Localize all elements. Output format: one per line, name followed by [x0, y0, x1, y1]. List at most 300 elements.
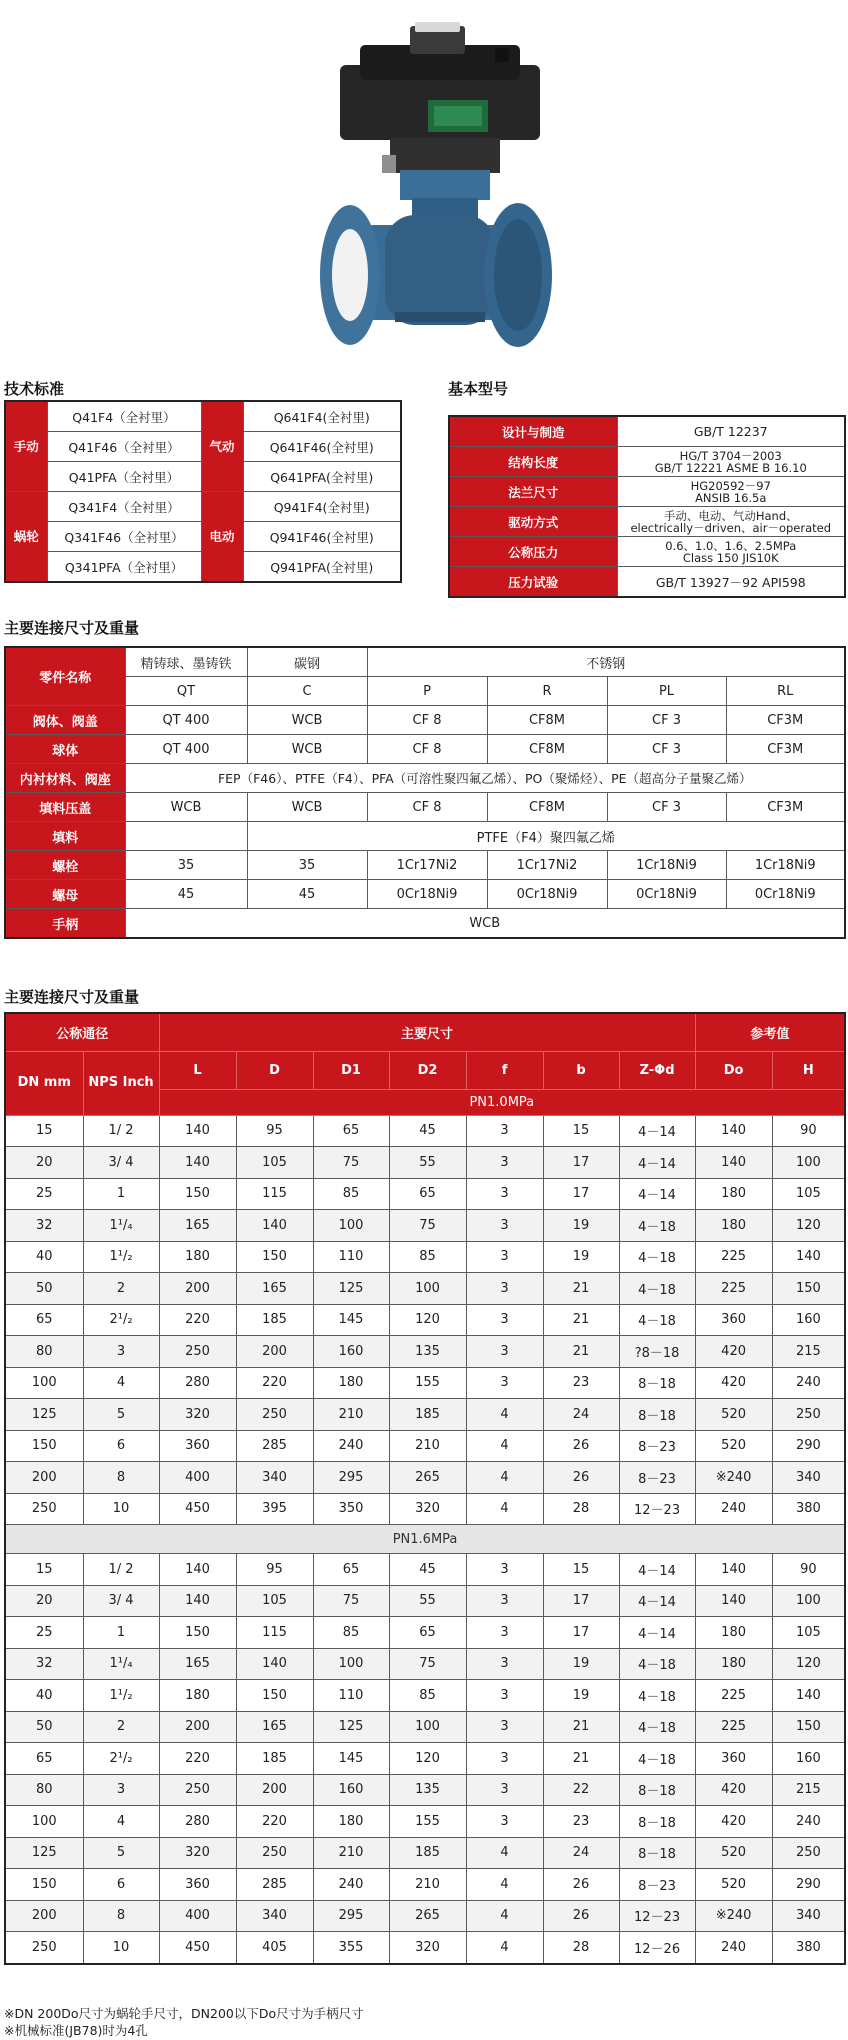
table-cell: 3	[466, 1273, 543, 1305]
table-cell: 12－23	[619, 1493, 695, 1525]
part-label: 填料	[5, 822, 125, 851]
table-cell: 23	[543, 1806, 619, 1838]
table-cell: 220	[159, 1304, 236, 1336]
material-cell: CF 8	[367, 706, 487, 735]
table-cell: 420	[695, 1336, 772, 1368]
table-cell: 150	[236, 1680, 313, 1712]
table-cell: 450	[159, 1932, 236, 1964]
table-cell: 145	[313, 1304, 389, 1336]
table-cell: 3	[466, 1617, 543, 1649]
table-row	[5, 1178, 845, 1210]
table-cell: 160	[772, 1304, 845, 1336]
table-row	[5, 1554, 845, 1586]
table-cell: 210	[313, 1399, 389, 1431]
table-row	[5, 1115, 845, 1147]
table-cell: 3/ 4	[83, 1147, 159, 1179]
table-cell: 200	[5, 1462, 83, 1494]
material-cell: 45	[247, 880, 367, 909]
table-row	[5, 1932, 845, 1964]
model-cell: Q341PFA（全衬里）	[47, 552, 201, 583]
table-cell: 185	[236, 1743, 313, 1775]
table-cell: 21	[543, 1336, 619, 1368]
table-cell: 80	[5, 1336, 83, 1368]
table-cell: 15	[543, 1115, 619, 1147]
model-cell: Q941F4(全衬里)	[243, 492, 401, 522]
table-cell: 150	[772, 1273, 845, 1305]
table-cell: 165	[159, 1210, 236, 1242]
table-cell: 32	[5, 1648, 83, 1680]
table-cell: 4	[466, 1869, 543, 1901]
table-cell: 4－18	[619, 1241, 695, 1273]
table-cell: 4	[83, 1806, 159, 1838]
table-cell: 240	[772, 1367, 845, 1399]
group-header: 不锈钢	[367, 647, 845, 677]
table-cell: 140	[236, 1210, 313, 1242]
table-cell: 140	[772, 1680, 845, 1712]
table-cell: 225	[695, 1711, 772, 1743]
table-cell: 405	[236, 1932, 313, 1964]
table-cell: 75	[313, 1147, 389, 1179]
table-cell: 225	[695, 1241, 772, 1273]
table-cell: 3	[466, 1210, 543, 1242]
table-cell: 340	[236, 1462, 313, 1494]
group-header: 碳钢	[247, 647, 367, 677]
table-cell: 100	[772, 1147, 845, 1179]
table-cell: 85	[313, 1617, 389, 1649]
table-cell: 4－14	[619, 1617, 695, 1649]
table-cell: 4－18	[619, 1648, 695, 1680]
table-row	[5, 1367, 845, 1399]
col-h: H	[772, 1051, 845, 1089]
table-cell: 150	[5, 1430, 83, 1462]
table-cell: 75	[313, 1585, 389, 1617]
material-cell: 1Cr17Ni2	[367, 851, 487, 880]
table-cell: 100	[389, 1273, 466, 1305]
material-cell-empty	[125, 822, 247, 851]
table-cell: 4－18	[619, 1210, 695, 1242]
table-cell: 65	[5, 1304, 83, 1336]
table-cell: 420	[695, 1806, 772, 1838]
table-cell: 26	[543, 1462, 619, 1494]
col-d: D	[236, 1051, 313, 1089]
table-cell: 4	[466, 1430, 543, 1462]
table-cell: 2¹/₂	[83, 1743, 159, 1775]
table-cell: 240	[695, 1493, 772, 1525]
table-cell: 265	[389, 1900, 466, 1932]
table-cell: 140	[159, 1585, 236, 1617]
table-row	[5, 1806, 845, 1838]
table-cell: 21	[543, 1273, 619, 1305]
table-cell: 340	[236, 1900, 313, 1932]
table-row	[5, 1273, 845, 1305]
table-cell: 180	[159, 1241, 236, 1273]
table-cell: 100	[389, 1711, 466, 1743]
table-cell: 2	[83, 1711, 159, 1743]
spec-label: 设计与制造	[449, 416, 617, 447]
table-cell: 180	[313, 1806, 389, 1838]
table-cell: 12－26	[619, 1932, 695, 1964]
table-cell: 380	[772, 1932, 845, 1964]
table-cell: 105	[236, 1585, 313, 1617]
table-cell: 200	[5, 1900, 83, 1932]
table-cell: 4	[466, 1493, 543, 1525]
connection-title-1: 主要连接尺寸及重量	[4, 619, 140, 637]
table-cell: 125	[313, 1273, 389, 1305]
model-cell: Q41F4（全衬里）	[47, 401, 201, 432]
table-cell: 360	[159, 1869, 236, 1901]
table-cell: 250	[772, 1837, 845, 1869]
table-cell: 360	[695, 1304, 772, 1336]
spec-value: GB/T 13927－92 API598	[617, 567, 845, 598]
table-cell: 180	[695, 1617, 772, 1649]
table-cell: 150	[159, 1617, 236, 1649]
table-cell: 17	[543, 1178, 619, 1210]
table-cell: 80	[5, 1774, 83, 1806]
table-cell: 19	[543, 1680, 619, 1712]
table-cell: 320	[389, 1493, 466, 1525]
table-cell: 320	[159, 1399, 236, 1431]
table-cell: 45	[389, 1115, 466, 1147]
table-cell: 20	[5, 1147, 83, 1179]
table-cell: 95	[236, 1554, 313, 1586]
col-do: Do	[695, 1051, 772, 1089]
table-cell: 185	[236, 1304, 313, 1336]
table-cell: 120	[772, 1210, 845, 1242]
part-label: 内衬材料、阀座	[5, 764, 125, 793]
table-row	[5, 1493, 845, 1525]
table-cell: 8－23	[619, 1430, 695, 1462]
table-cell: 135	[389, 1774, 466, 1806]
table-cell: 8－18	[619, 1367, 695, 1399]
table-cell: 520	[695, 1399, 772, 1431]
header-ref: 参考值	[695, 1013, 845, 1051]
table-cell: 250	[159, 1336, 236, 1368]
connection-title-2: 主要连接尺寸及重量	[4, 988, 140, 1006]
spec-value: 手动、电动、气动Hand、 electrically－driven、air－operated	[617, 507, 845, 537]
table-cell: 75	[389, 1210, 466, 1242]
table-cell: 19	[543, 1210, 619, 1242]
table-cell: 19	[543, 1241, 619, 1273]
table-row	[5, 1837, 845, 1869]
col-b: b	[543, 1051, 619, 1089]
material-cell: CF3M	[726, 793, 845, 822]
table-cell: 3	[466, 1115, 543, 1147]
table-cell: 65	[389, 1617, 466, 1649]
table-cell: 10	[83, 1493, 159, 1525]
material-cell: 0Cr18Ni9	[607, 880, 726, 909]
col-nps: NPS Inch	[83, 1051, 159, 1115]
table-cell: 250	[236, 1837, 313, 1869]
table-cell: 4	[466, 1900, 543, 1932]
table-cell: 200	[236, 1336, 313, 1368]
table-cell: 225	[695, 1273, 772, 1305]
part-label: 球体	[5, 735, 125, 764]
table-cell: 100	[313, 1210, 389, 1242]
table-cell: 140	[695, 1585, 772, 1617]
pn-section-row	[5, 1525, 845, 1554]
code-cell: R	[487, 677, 607, 706]
model-cell: Q341F46（全衬里）	[47, 522, 201, 552]
table-cell: 180	[695, 1178, 772, 1210]
table-cell: 50	[5, 1711, 83, 1743]
table-cell: 26	[543, 1900, 619, 1932]
table-row	[5, 1241, 845, 1273]
table-cell: 65	[5, 1743, 83, 1775]
table-cell: 340	[772, 1900, 845, 1932]
table-cell: 380	[772, 1493, 845, 1525]
table-cell: 4	[466, 1837, 543, 1869]
table-cell: 125	[5, 1399, 83, 1431]
table-cell: 75	[389, 1648, 466, 1680]
tech-standard-title: 技术标准	[4, 380, 65, 398]
table-cell: 125	[5, 1837, 83, 1869]
material-cell: CF 3	[607, 706, 726, 735]
material-cell: 1Cr17Ni2	[487, 851, 607, 880]
model-cell: Q641F46(全衬里)	[243, 432, 401, 462]
table-cell: 100	[772, 1585, 845, 1617]
table-cell: 4－18	[619, 1273, 695, 1305]
note-line: ※机械标准(JB78)时为4孔	[4, 2023, 148, 2038]
group-header: 精铸球、墨铸铁	[125, 647, 247, 677]
table-cell: 115	[236, 1178, 313, 1210]
table-cell: 120	[772, 1648, 845, 1680]
table-cell: 100	[5, 1367, 83, 1399]
part-label: 手柄	[5, 909, 125, 939]
table-cell: 55	[389, 1585, 466, 1617]
table-cell: 140	[695, 1115, 772, 1147]
table-cell: 20	[5, 1585, 83, 1617]
table-cell: 2	[83, 1273, 159, 1305]
material-cell: CF 3	[607, 735, 726, 764]
material-cell: WCB	[247, 793, 367, 822]
table-cell: 85	[389, 1680, 466, 1712]
table-cell: 180	[159, 1680, 236, 1712]
table-cell: 3	[466, 1336, 543, 1368]
table-cell: 8－23	[619, 1869, 695, 1901]
table-cell: 3	[466, 1743, 543, 1775]
table-cell: 3	[83, 1336, 159, 1368]
table-cell: 3	[466, 1711, 543, 1743]
table-cell: 210	[389, 1869, 466, 1901]
header-nominal: 公称通径	[5, 1013, 159, 1051]
table-cell: 8－23	[619, 1462, 695, 1494]
table-cell: 150	[159, 1178, 236, 1210]
material-cell: WCB	[125, 793, 247, 822]
table-cell: 295	[313, 1900, 389, 1932]
material-cell: QT 400	[125, 706, 247, 735]
table-cell: 225	[695, 1680, 772, 1712]
table-row	[5, 1430, 845, 1462]
table-cell: 8	[83, 1900, 159, 1932]
material-cell: 0Cr18Ni9	[367, 880, 487, 909]
table-cell: 240	[772, 1806, 845, 1838]
material-cell: WCB	[247, 706, 367, 735]
note-line: ※DN 200Do尺寸为蜗轮手尺寸，DN200以下Do尺寸为手柄尺寸	[4, 2006, 364, 2021]
table-cell: 320	[159, 1837, 236, 1869]
table-cell: 180	[695, 1210, 772, 1242]
table-row	[5, 1336, 845, 1368]
table-cell: 450	[159, 1493, 236, 1525]
table-cell: 295	[313, 1462, 389, 1494]
table-cell: 240	[313, 1869, 389, 1901]
table-cell: 8－18	[619, 1837, 695, 1869]
group-label-worm: 蜗轮	[5, 492, 47, 583]
table-cell: 520	[695, 1430, 772, 1462]
table-cell: 4－14	[619, 1178, 695, 1210]
table-cell: 22	[543, 1774, 619, 1806]
table-cell: 520	[695, 1837, 772, 1869]
table-cell: 140	[772, 1241, 845, 1273]
table-cell: 45	[389, 1554, 466, 1586]
table-cell: 23	[543, 1367, 619, 1399]
table-cell: 200	[236, 1774, 313, 1806]
table-cell: 220	[236, 1367, 313, 1399]
table-cell: 400	[159, 1462, 236, 1494]
table-row	[5, 1900, 845, 1932]
table-cell: 140	[695, 1147, 772, 1179]
table-cell: 6	[83, 1430, 159, 1462]
material-cell: 35	[125, 851, 247, 880]
model-cell: Q641F4(全衬里)	[243, 401, 401, 432]
table-row	[5, 1585, 845, 1617]
material-merged-cell: WCB	[125, 909, 845, 939]
pn-label: PN1.6MPa	[5, 1525, 845, 1554]
table-cell: 400	[159, 1900, 236, 1932]
table-cell: 4－14	[619, 1115, 695, 1147]
material-cell: 45	[125, 880, 247, 909]
table-cell: 4－18	[619, 1304, 695, 1336]
model-cell: Q41PFA（全衬里）	[47, 462, 201, 492]
table-cell: 360	[695, 1743, 772, 1775]
table-cell: 8－18	[619, 1399, 695, 1431]
table-cell: 290	[772, 1869, 845, 1901]
table-cell: 200	[159, 1273, 236, 1305]
table-cell: 1¹/₂	[83, 1680, 159, 1712]
spec-label: 法兰尺寸	[449, 477, 617, 507]
table-cell: 3	[466, 1147, 543, 1179]
table-cell: 160	[772, 1743, 845, 1775]
material-cell: CF8M	[487, 735, 607, 764]
table-cell: 3	[466, 1806, 543, 1838]
code-cell: P	[367, 677, 487, 706]
table-cell: 180	[695, 1648, 772, 1680]
table-cell: 120	[389, 1743, 466, 1775]
dimensions-table	[4, 1012, 846, 1965]
table-cell: 26	[543, 1430, 619, 1462]
table-cell: 28	[543, 1493, 619, 1525]
col-zd: Z-Φd	[619, 1051, 695, 1089]
table-cell: 140	[159, 1554, 236, 1586]
table-cell: 55	[389, 1147, 466, 1179]
table-cell: 215	[772, 1336, 845, 1368]
table-cell: 6	[83, 1869, 159, 1901]
table-cell: 110	[313, 1680, 389, 1712]
table-cell: 21	[543, 1304, 619, 1336]
table-cell: 125	[313, 1711, 389, 1743]
code-cell: C	[247, 677, 367, 706]
material-cell: QT 400	[125, 735, 247, 764]
table-cell: 1/ 2	[83, 1554, 159, 1586]
code-cell: RL	[726, 677, 845, 706]
table-cell: 165	[236, 1711, 313, 1743]
col-d2: D2	[389, 1051, 466, 1089]
table-row	[5, 1743, 845, 1775]
table-cell: 155	[389, 1806, 466, 1838]
table-cell: 26	[543, 1869, 619, 1901]
tech-standard-table	[4, 400, 402, 583]
table-cell: 3	[466, 1680, 543, 1712]
material-merged-cell: PTFE（F4）聚四氟乙烯	[247, 822, 845, 851]
table-cell: 50	[5, 1273, 83, 1305]
ball-valve-product-image	[300, 20, 570, 360]
material-cell: CF3M	[726, 735, 845, 764]
table-row	[5, 1869, 845, 1901]
table-cell: 4－18	[619, 1680, 695, 1712]
table-cell: 160	[313, 1774, 389, 1806]
table-cell: 240	[695, 1932, 772, 1964]
table-row	[5, 1399, 845, 1431]
table-cell: 180	[313, 1367, 389, 1399]
table-cell: 140	[159, 1115, 236, 1147]
table-cell: 145	[313, 1743, 389, 1775]
table-cell: 140	[236, 1648, 313, 1680]
part-label: 螺母	[5, 880, 125, 909]
table-cell: 3	[466, 1178, 543, 1210]
table-cell: 5	[83, 1837, 159, 1869]
table-cell: 3	[83, 1774, 159, 1806]
col-f: f	[466, 1051, 543, 1089]
table-cell: 1¹/₄	[83, 1648, 159, 1680]
table-cell: 21	[543, 1743, 619, 1775]
group-label-electric: 电动	[201, 492, 243, 583]
table-cell: 4	[83, 1367, 159, 1399]
table-cell: 4－14	[619, 1585, 695, 1617]
material-cell: CF 8	[367, 793, 487, 822]
material-cell: WCB	[247, 735, 367, 764]
model-cell: Q41F46（全衬里）	[47, 432, 201, 462]
table-cell: 65	[313, 1115, 389, 1147]
code-cell: QT	[125, 677, 247, 706]
table-cell: 220	[159, 1743, 236, 1775]
table-cell: 250	[772, 1399, 845, 1431]
model-cell: Q941PFA(全衬里)	[243, 552, 401, 583]
table-cell: 1¹/₄	[83, 1210, 159, 1242]
table-cell: 17	[543, 1585, 619, 1617]
materials-header-label: 零件名称	[5, 647, 125, 706]
table-row	[5, 1774, 845, 1806]
table-cell: 17	[543, 1617, 619, 1649]
table-cell: 1¹/₂	[83, 1241, 159, 1273]
table-cell: 250	[159, 1774, 236, 1806]
table-cell: 395	[236, 1493, 313, 1525]
material-cell: CF8M	[487, 706, 607, 735]
table-cell: 4	[466, 1932, 543, 1964]
table-cell: 210	[389, 1430, 466, 1462]
table-cell: 3	[466, 1585, 543, 1617]
part-label: 阀体、阀盖	[5, 706, 125, 735]
table-row	[5, 1617, 845, 1649]
table-cell: 220	[236, 1806, 313, 1838]
table-cell: 210	[313, 1837, 389, 1869]
table-cell: 4－14	[619, 1147, 695, 1179]
table-cell: 3	[466, 1648, 543, 1680]
table-row	[5, 1711, 845, 1743]
table-cell: 3	[466, 1554, 543, 1586]
pn-label-header: PN1.0MPa	[159, 1089, 845, 1115]
table-cell: 2¹/₂	[83, 1304, 159, 1336]
table-cell: 15	[543, 1554, 619, 1586]
table-cell: 100	[5, 1806, 83, 1838]
